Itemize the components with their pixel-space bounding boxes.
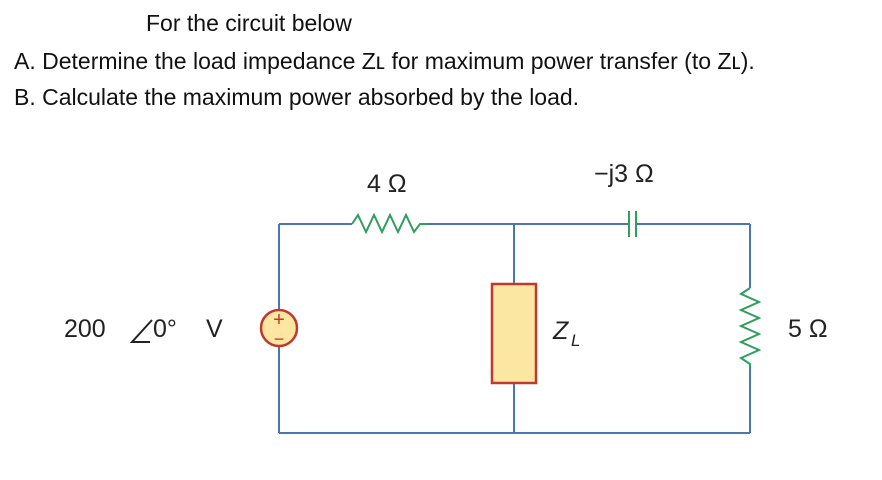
capacitor-label: −j3 Ω xyxy=(594,160,654,188)
source-plus-sign: + xyxy=(273,309,285,331)
resistor-5ohm xyxy=(741,288,759,370)
voltage-source xyxy=(261,309,297,349)
source-label xyxy=(64,315,223,343)
source-unit: V xyxy=(206,315,223,343)
resistor-4ohm xyxy=(352,215,428,232)
angle-symbol-icon xyxy=(132,320,152,342)
load-label-main: Z xyxy=(553,317,569,345)
question-intro: For the circuit below xyxy=(146,10,352,36)
resistor-4ohm-label: 4 Ω xyxy=(367,170,407,198)
question-part-b: B. Calculate the maximum power absorbed by the load. xyxy=(14,84,580,110)
resistor-5ohm-label: 5 Ω xyxy=(788,315,828,343)
load-impedance-box xyxy=(492,284,536,383)
source-magnitude: 200 xyxy=(64,315,106,343)
source-minus-sign: − xyxy=(273,329,285,349)
question-part-a: A. Determine the load impedance Zʟ for maximum power transfer (to Zʟ). xyxy=(14,48,755,74)
capacitor xyxy=(629,211,636,237)
load-label xyxy=(552,317,580,350)
load-label-sub: L xyxy=(571,331,581,350)
source-angle: 0° xyxy=(153,315,177,343)
